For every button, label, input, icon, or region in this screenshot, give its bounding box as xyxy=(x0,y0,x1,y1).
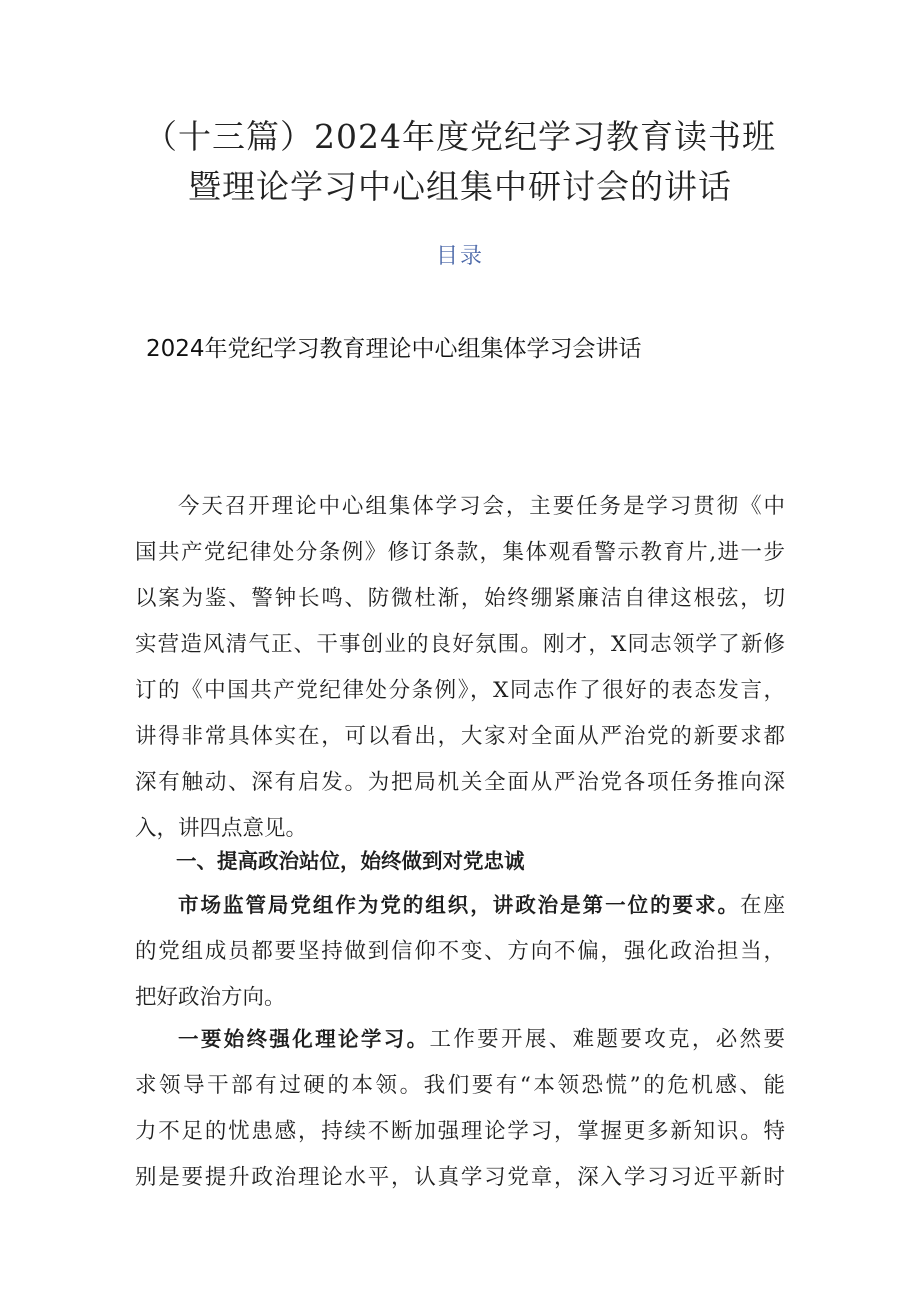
text-line: 国共产党纪律处分条例》修订条款，集体观看警示教育片,进一步 xyxy=(135,540,785,565)
text-line: 入，讲四点意见。 xyxy=(135,816,308,841)
text-line xyxy=(135,1016,785,1063)
bold-lead-text: 市场监管局党组作为党的组织，讲政治是第一位的要求。 xyxy=(178,893,741,917)
document-title xyxy=(60,112,860,212)
text-line: 以案为鉴、警钟长鸣、防微杜渐，始终绷紧廉洁自律这根弦，切 xyxy=(135,586,785,611)
toc-entry-1[interactable]: 2024年党纪学习教育理论中心组集体学习会讲话 xyxy=(146,336,642,362)
text-run: 在座 xyxy=(740,893,785,918)
title-line-1: （十三篇）2024年度党纪学习教育读书班 xyxy=(144,117,776,156)
text-line: 深有触动、深有启发。为把局机关全面从严治党各项任务推向深 xyxy=(135,770,785,795)
text-line xyxy=(135,882,785,929)
text-run: 工作要开展、难题要攻克，必然要 xyxy=(429,1027,785,1052)
text-line: 实营造风清气正、干事创业的良好氛围。刚才，X同志领学了新修 xyxy=(135,632,785,657)
text-line: 求领导干部有过硬的本领。我们要有“本领恐慌”的危机感、能 xyxy=(135,1073,785,1098)
text-line: 力不足的忧患感，持续不断加强理论学习，掌握更多新知识。特 xyxy=(135,1119,785,1144)
paragraph-political-stance xyxy=(135,882,785,1021)
section-heading-text: 一、提高政治站位，始终做到对党忠诚 xyxy=(176,849,525,873)
section-heading-1 xyxy=(135,838,785,884)
toc-label[interactable]: 目录 xyxy=(435,244,484,269)
title-line-2: 暨理论学习中心组集中研讨会的讲话 xyxy=(188,167,732,206)
bold-lead-text: 一要始终强化理论学习。 xyxy=(178,1027,430,1051)
text-line: 今天召开理论中心组集体学习会，主要任务是学习贯彻《中 xyxy=(178,494,785,519)
text-line: 把好政治方向。 xyxy=(135,985,286,1010)
text-line: 的党组成员都要坚持做到信仰不变、方向不偏，强化政治担当， xyxy=(135,939,785,964)
text-line: 别是要提升政治理论水平，认真学习党章，深入学习习近平新时 xyxy=(135,1165,785,1190)
paragraph-intro xyxy=(135,484,785,852)
text-line: 订的《中国共产党纪律处分条例》，X同志作了很好的表态发言， xyxy=(135,678,785,703)
text-line: 讲得非常具体实在，可以看出，大家对全面从严治党的新要求都 xyxy=(135,724,785,749)
paragraph-theory-study xyxy=(135,1016,785,1201)
